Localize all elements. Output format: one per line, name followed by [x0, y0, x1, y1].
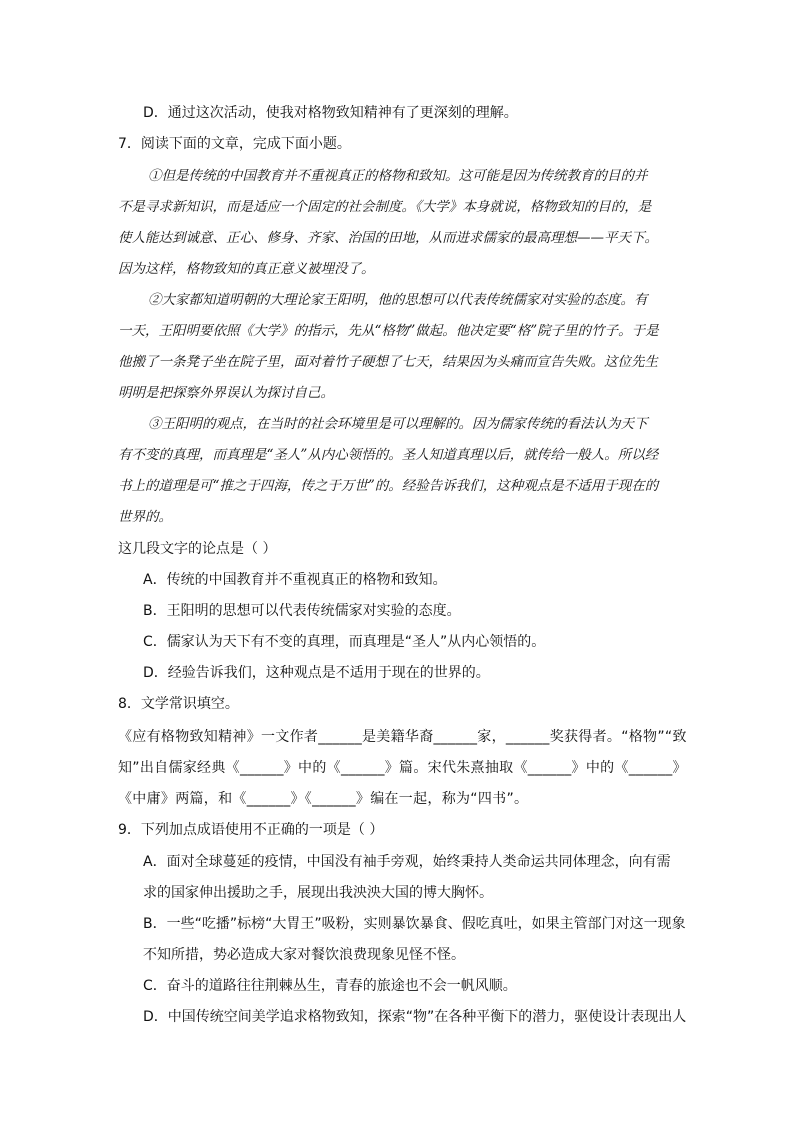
- q7-question: 这几段文字的论点是（ ）: [118, 541, 277, 557]
- q6-option-d: D．通过这次活动，使我对格物致知精神有了更深刻的理解。: [143, 105, 518, 121]
- q7-option-b: B．王阳明的思想可以代表传统儒家对实验的态度。: [143, 603, 461, 619]
- q7-option-c: C．儒家认为天下有不变的真理，而真理是“圣人”从内心领悟的。: [143, 634, 546, 650]
- passage-line: 他搬了一条凳子坐在院子里，面对着竹子硬想了七天，结果因为头痛而宣告失败。这位先生: [118, 354, 658, 370]
- q8-fill-line: 《中庸》两篇，和《______》《______》编在一起，称为“四书”。: [118, 791, 529, 807]
- q9-option-line: D．中国传统空间美学追求格物致知，探索“物”在各种平衡下的潜力，驱使设计表现出人: [143, 1009, 687, 1025]
- q8-fill-line: 《应有格物致知精神》一文作者______是美籍华裔______家，______奖获得者。“格物”“致: [118, 729, 687, 745]
- passage-line: 因为这样，格物致知的真正意义被埋没了。: [118, 261, 375, 277]
- passage-line: 有不变的真理，而真理是“圣人”从内心领悟的。圣人知道真理以后，就传给一般人。所以经: [118, 447, 659, 463]
- q7-stem: 7．阅读下面的文章，完成下面小题。: [118, 136, 351, 152]
- q8-stem: 8．文学常识填空。: [118, 696, 239, 712]
- passage-line: ②大家都知道明朝的大理论家王阳明，他的思想可以代表传统儒家对实验的态度。有: [148, 292, 648, 308]
- passage-line: 不是寻求新知识，而是适应一个固定的社会制度。《大学》本身就说，格物致知的目的，是: [118, 199, 652, 215]
- passage-line: 一天，王阳明要依照《大学》的指示，先从“格物”做起。他决定要“格”院子里的竹子。于是: [118, 323, 659, 339]
- passage-line: ①但是传统的中国教育并不重视真正的格物和致知。这可能是因为传统教育的目的并: [148, 168, 648, 184]
- passage-line: 世界的。: [118, 509, 172, 525]
- passage-line: 书上的道理是可“推之于四海，传之于万世”的。经验告诉我们，这种观点是不适用于现在的: [118, 478, 659, 494]
- q9-option-line: 不知所措，势必造成大家对餐饮浪费现象见怪不怪。: [143, 947, 465, 963]
- passage-line: ③王阳明的观点，在当时的社会环境里是可以理解的。因为儒家传统的看法认为天下: [148, 416, 648, 432]
- passage-line: 使人能达到诚意、正心、修身、齐家、治国的田地，从而进求儒家的最高理想——平天下。: [118, 230, 658, 246]
- passage-line: 明明是把探察外界误认为探讨自己。: [118, 385, 334, 401]
- q9-stem: 9．下列加点成语使用不正确的一项是（ ）: [118, 822, 384, 838]
- q8-fill-line: 知”出自儒家经典《______》中的《______》篇。宋代朱熹抽取《______》中的《______》: [118, 760, 687, 776]
- q9-option-line: 求的国家伸出援助之手，展现出我泱泱大国的博大胸怀。: [143, 885, 493, 901]
- q9-option-line: A．面对全球蔓延的疫情，中国没有袖手旁观，始终秉持人类命运共同体理念，向有需: [143, 854, 671, 870]
- q7-option-d: D．经验告诉我们，这种观点是不适用于现在的世界的。: [143, 665, 490, 681]
- q9-option-line: C．奋斗的道路往往荆棘丛生，青春的旅途也不会一帆风顺。: [143, 978, 517, 994]
- q7-option-a: A．传统的中国教育并不重视真正的格物和致知。: [143, 572, 447, 588]
- q9-option-line: B．一些“吃播”标榜“大胃王”吸粉，实则暴饮暴食、假吃真吐，如果主管部门对这一现象: [143, 916, 686, 932]
